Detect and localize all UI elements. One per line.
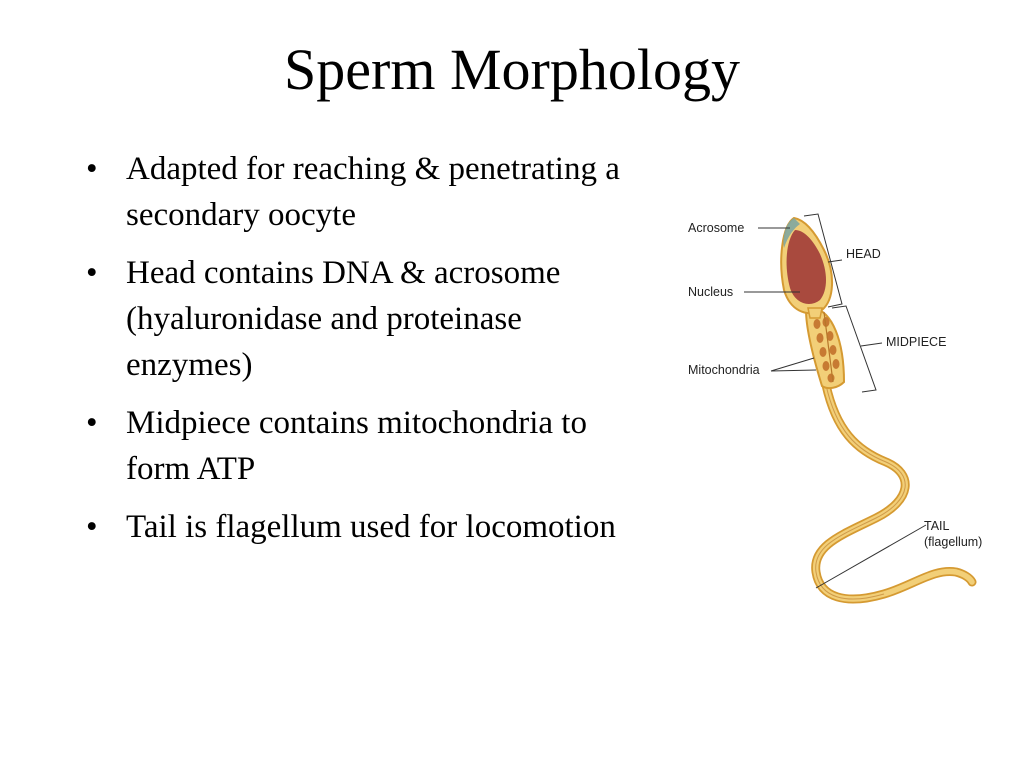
mitochondrion — [814, 319, 821, 329]
bullet-item — [84, 504, 644, 550]
sperm-diagram-svg — [676, 200, 1006, 620]
tail-label: TAIL — [924, 519, 950, 533]
flagellum-label: (flagellum) — [924, 535, 983, 549]
mitochondria-leader — [771, 370, 816, 371]
tail-flagellum — [816, 385, 972, 599]
tail-axoneme-line — [816, 385, 906, 599]
mitochondrion — [830, 345, 837, 355]
head-label: HEAD — [846, 247, 881, 261]
bullet-icon: • — [86, 509, 98, 545]
sperm-diagram — [676, 200, 1006, 620]
bullet-text: Head contains DNA & acrosome (hyaluronidase and proteinase enzymes) — [126, 255, 561, 383]
bullet-icon: • — [86, 151, 98, 187]
acrosome-label: Acrosome — [688, 221, 745, 235]
neck — [808, 308, 822, 318]
mitochondrion — [820, 347, 827, 357]
mitochondria-leader — [771, 358, 814, 371]
bullet-item — [84, 400, 644, 492]
bullet-item — [84, 250, 644, 388]
slide-title: Sperm Morphology — [284, 37, 740, 102]
bullet-text: Tail is flagellum used for locomotion — [126, 509, 616, 545]
bullet-icon: • — [86, 255, 98, 291]
midpiece-label: MIDPIECE — [886, 335, 947, 349]
bullet-text: Adapted for reaching & penetrating a secondary oocyte — [126, 151, 620, 233]
midpiece-bracket-tick — [861, 343, 882, 346]
bullet-icon: • — [86, 405, 98, 441]
tail-leader — [816, 525, 926, 588]
bullet-text: Midpiece contains mitochondria to form ATP — [126, 405, 587, 487]
nucleus-label: Nucleus — [688, 285, 734, 299]
bullet-item — [84, 146, 644, 238]
mitochondrion — [817, 333, 824, 343]
mitochondrion — [823, 361, 830, 371]
mitochondrion — [833, 359, 840, 369]
mitochondria-label: Mitochondria — [688, 363, 760, 377]
bullet-list — [84, 146, 644, 562]
